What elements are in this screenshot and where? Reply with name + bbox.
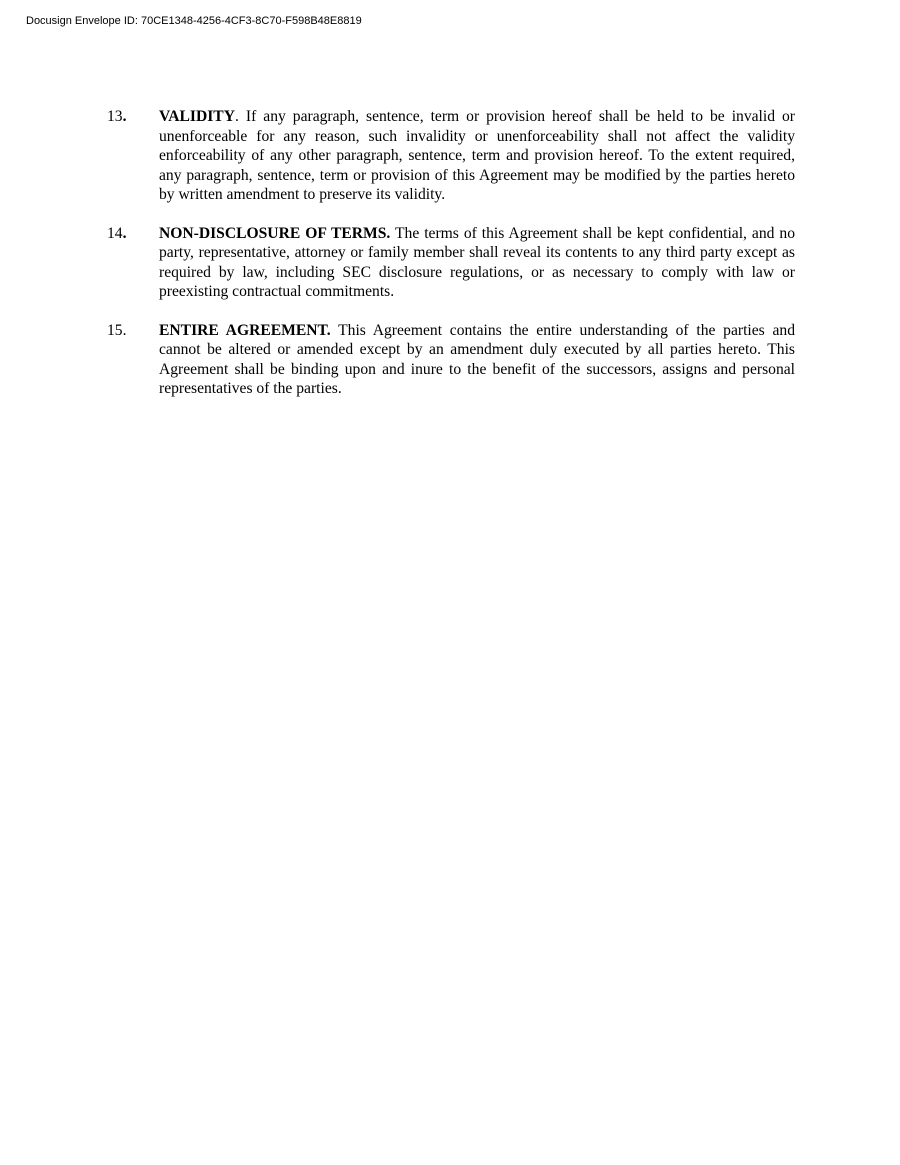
section-paragraph xyxy=(159,321,795,399)
section-number-punct: . xyxy=(122,224,127,242)
section-validity xyxy=(107,107,795,205)
section-number-punct: . xyxy=(122,108,127,125)
section-entire-agreement xyxy=(107,321,795,399)
section-number xyxy=(107,321,159,341)
section-body: The terms of this Agreement shall be kept confidential, and no party, representative, attorney or family member shall reveal its contents to any third party except as required by law, including SEC disclosure regulations, or as necessary to comply with law or preexisting contractual commitments. xyxy=(159,224,796,300)
section-paragraph xyxy=(159,224,795,302)
section-heading: VALIDITY xyxy=(159,108,235,125)
section-number-value: 13 xyxy=(107,108,123,125)
agreement-sections xyxy=(107,107,795,418)
section-heading: NON-DISCLOSURE OF TERMS. xyxy=(159,224,391,242)
section-number-value: 14 xyxy=(107,224,123,242)
section-heading: ENTIRE AGREEMENT. xyxy=(159,321,331,339)
envelope-id-header: Docusign Envelope ID: 70CE1348-4256-4CF3-8C70-F598B48E8819 xyxy=(26,15,362,27)
section-number xyxy=(107,224,159,244)
section-body: If any paragraph, sentence, term or provision hereof shall be held to be invalid or unenforceable for any reason, such invalidity or unenforceability shall not affect the validity enforceability of any other paragraph, sentence, term and provision hereof. To the extent required, any paragraph, sentence, term or provision of this Agreement may be modified by the parties hereto by written amendment to preserve its validity. xyxy=(159,108,795,203)
section-body: This Agreement contains the entire understanding of the parties and cannot be altered or amended except by an amendment duly executed by all parties hereto. This Agreement shall be binding upon and inure to the benefit of the successors, assigns and personal representatives of the parties. xyxy=(159,321,796,397)
section-non-disclosure xyxy=(107,224,795,302)
section-heading-punct: . xyxy=(234,108,239,125)
section-number xyxy=(107,107,159,127)
section-number-value: 15. xyxy=(107,321,127,339)
section-paragraph xyxy=(159,107,795,205)
